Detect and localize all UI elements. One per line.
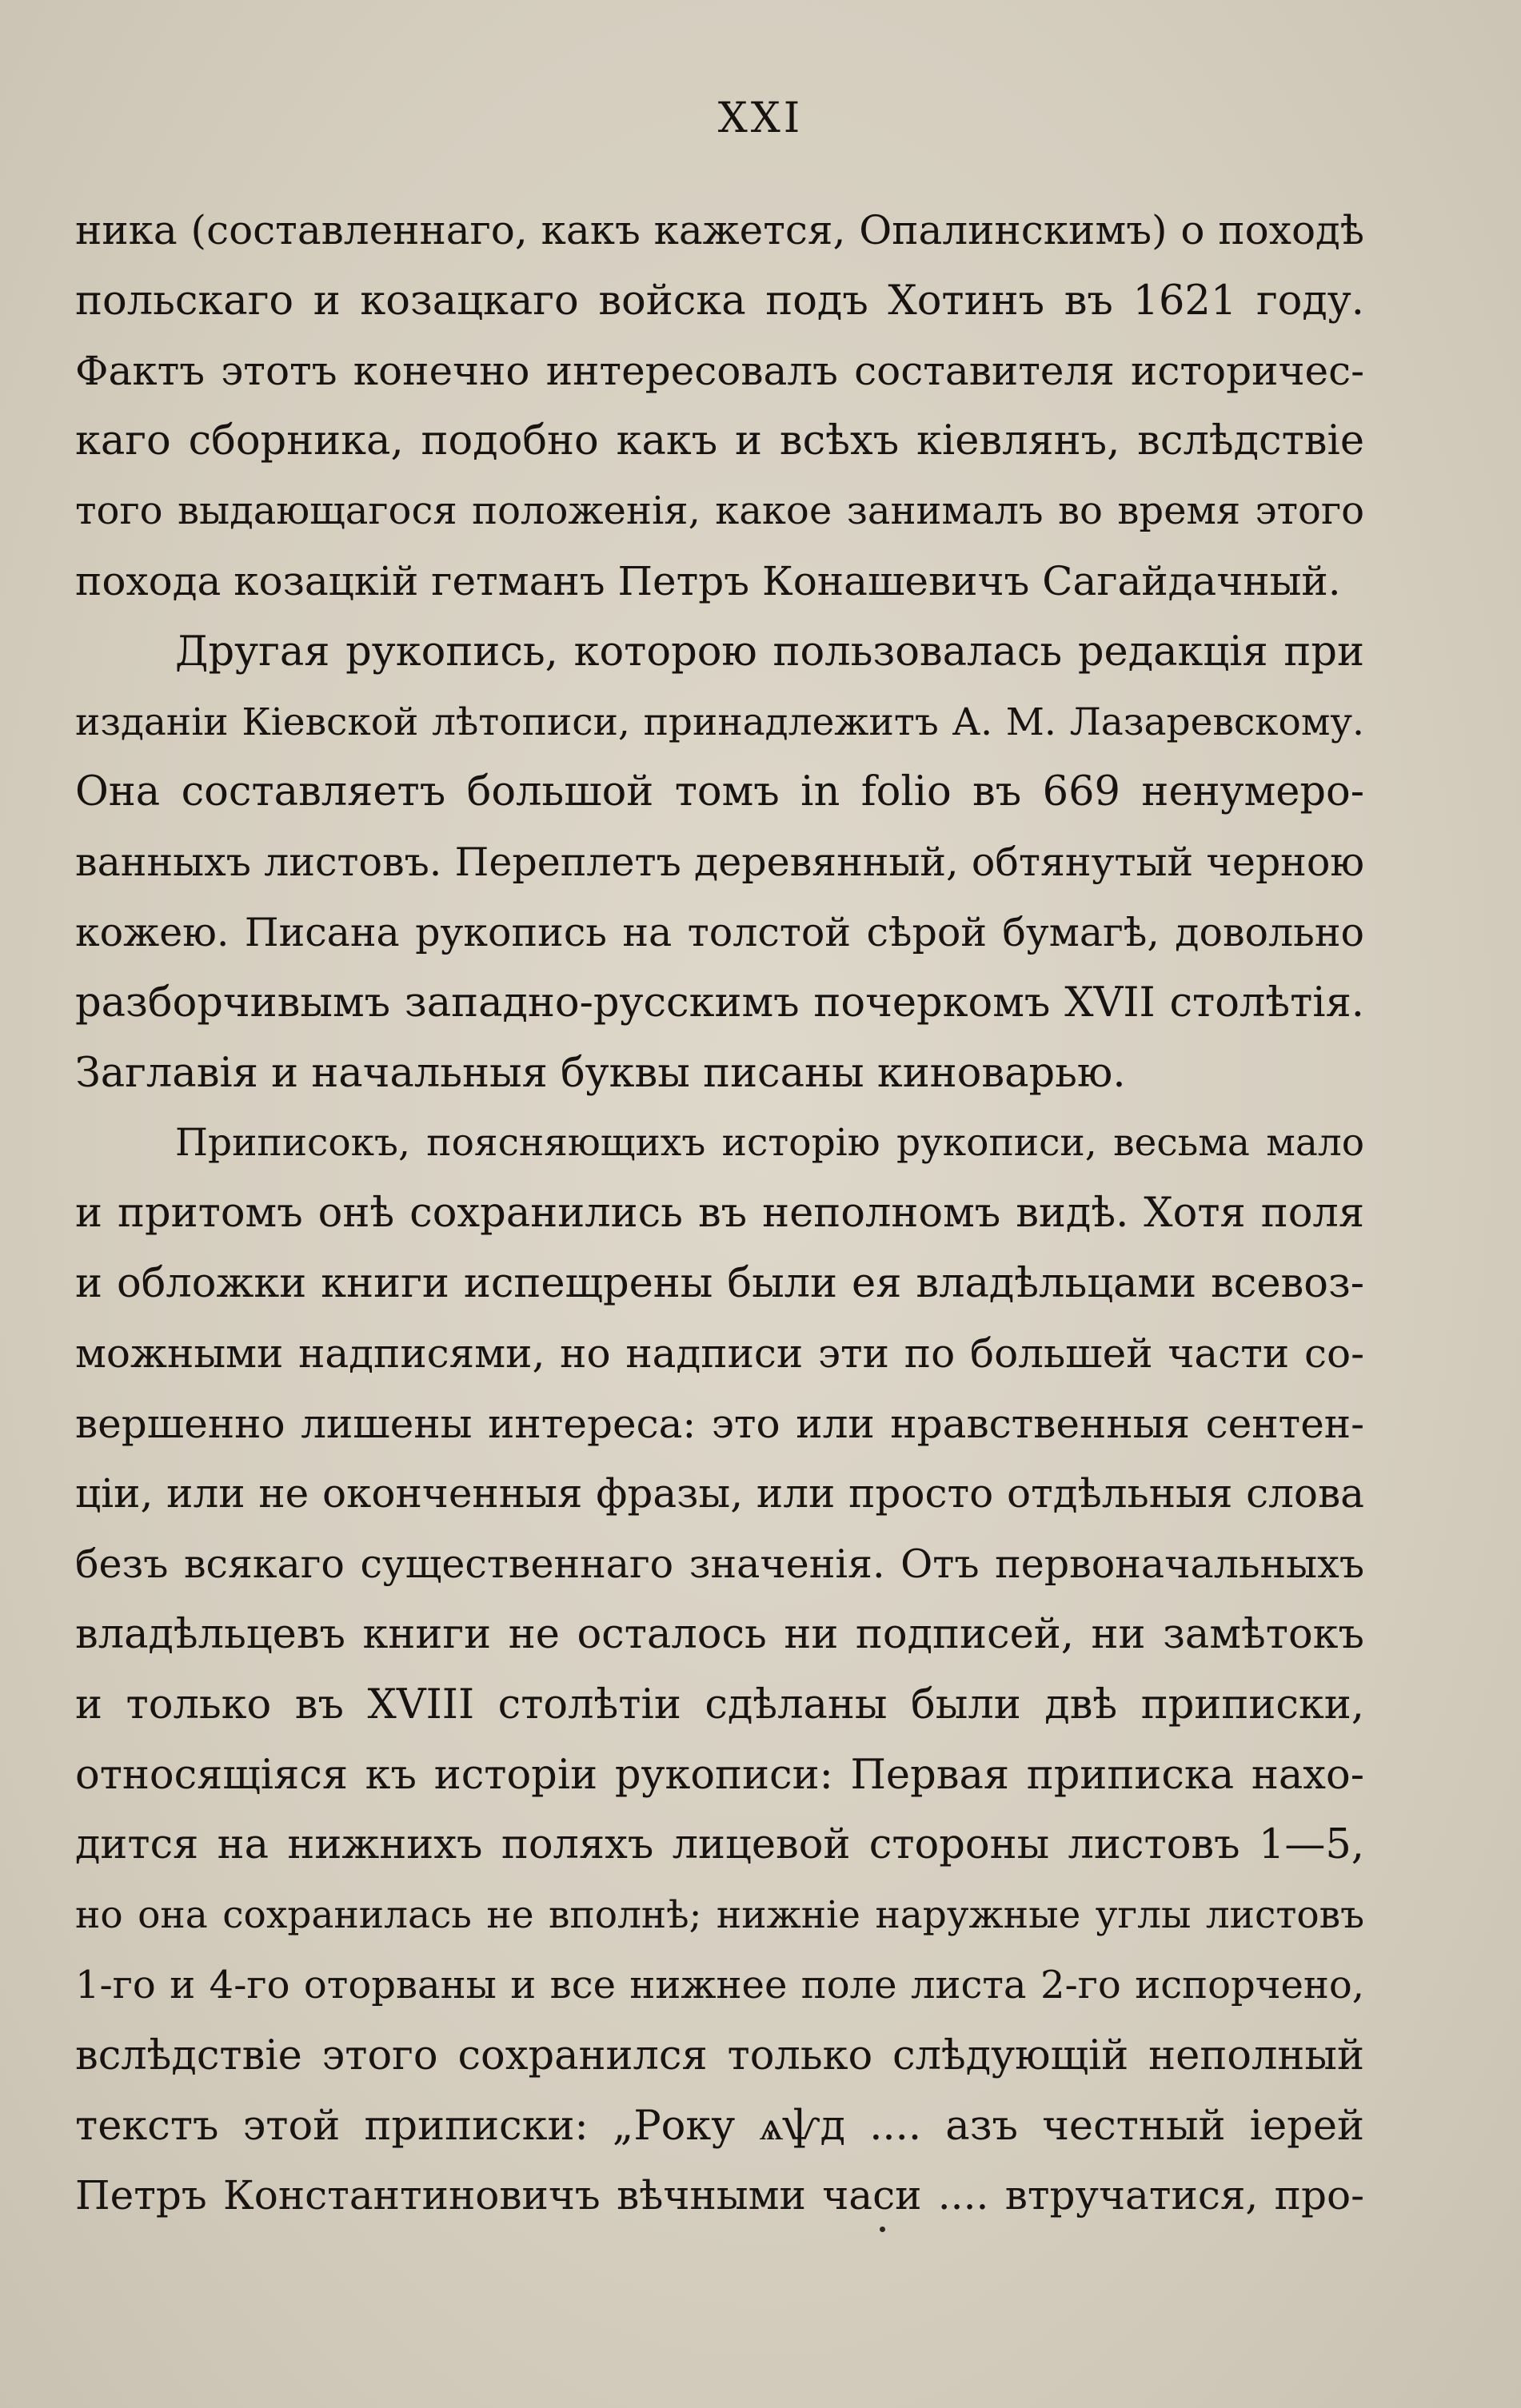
text-line: вершенно лишены интереса: это или нравственныя сентен-	[75, 1400, 1364, 1447]
text-line: ціи, или не оконченныя фразы, или просто отдѣльныя слова	[75, 1470, 1364, 1517]
text-line: можными надписями, но надписи эти по большей части со-	[75, 1330, 1364, 1377]
text-line: Она составляетъ большой томъ in folio въ 669 ненумеро-	[75, 768, 1364, 816]
text-line: текстъ этой приписки: „Року ѧѱд .... азъ честный іерей	[75, 2102, 1364, 2150]
paragraph-2	[75, 617, 1364, 1109]
text-line: 1-го и 4-го оторваны и все нижнее поле листа 2-го испорчено,	[75, 1962, 1364, 2007]
text-line: вслѣдствіе этого сохранился только слѣдующій неполный	[75, 2031, 1364, 2079]
text-line: ника (составленнаго, какъ кажется, Опалинскимъ) о походѣ	[75, 207, 1364, 253]
body-text	[75, 196, 1364, 2231]
text-line: но она сохранилась не вполнѣ; нижніе наружные углы листовъ	[75, 1893, 1364, 1938]
text-line: относящіяся къ исторіи рукописи: Первая приписка нахо-	[75, 1751, 1364, 1799]
text-line: польскаго и козацкаго войска подъ Хотинъ въ 1621 году.	[75, 277, 1364, 325]
text-line: изданіи Кіевской лѣтописи, принадлежитъ А. М. Лазаревскому.	[75, 700, 1364, 744]
text-line: Фактъ этотъ конечно интересовалъ составителя историчес-	[75, 347, 1364, 394]
text-line: дится на нижнихъ поляхъ лицевой стороны листовъ 1—5,	[75, 1821, 1364, 1869]
text-line: безъ всякаго существеннаго значенія. Отъ первоначальныхъ	[75, 1541, 1364, 1588]
paragraph-1	[75, 196, 1364, 617]
text-line: и только въ XVIII столѣтіи сдѣланы были двѣ приписки,	[75, 1680, 1364, 1728]
text-line: Приписокъ, поясняющихъ исторію рукописи, весьма мало	[175, 1121, 1364, 1166]
text-line: Петръ Константиновичъ вѣчными часи .... втручатися, про-	[75, 2172, 1364, 2219]
text-line: каго сборника, подобно какъ и всѣхъ кіевлянъ, вслѣдствіе	[75, 417, 1364, 465]
text-line: ванныхъ листовъ. Переплетъ деревянный, обтянутый черною	[75, 839, 1364, 886]
text-line: владѣльцевъ книги не осталось ни подписей, ни замѣтокъ	[75, 1610, 1364, 1658]
text-line: Заглавія и начальныя буквы писаны киноварью.	[75, 1049, 1126, 1097]
text-line: Другая рукопись, которою пользовалась редакція при	[175, 628, 1364, 676]
text-line: похода козацкій гетманъ Петръ Конашевичъ Сагайдачный.	[75, 557, 1341, 604]
ink-speck	[880, 2227, 885, 2232]
text-line: того выдающагося положенія, какое занималъ во время этого	[75, 488, 1364, 534]
paragraph-3	[75, 1108, 1364, 2231]
text-line: и притомъ онѣ сохранились въ неполномъ видѣ. Хотя поля	[75, 1190, 1364, 1238]
text-line: и обложки книги испещрены были ея владѣльцами всевоз-	[75, 1259, 1364, 1307]
text-line: разборчивымъ западно-русскимъ почеркомъ XVII столѣтія.	[75, 979, 1364, 1027]
text-line: кожею. Писана рукопись на толстой сѣрой бумагѣ, довольно	[75, 909, 1364, 955]
page-number: XXI	[717, 94, 804, 142]
